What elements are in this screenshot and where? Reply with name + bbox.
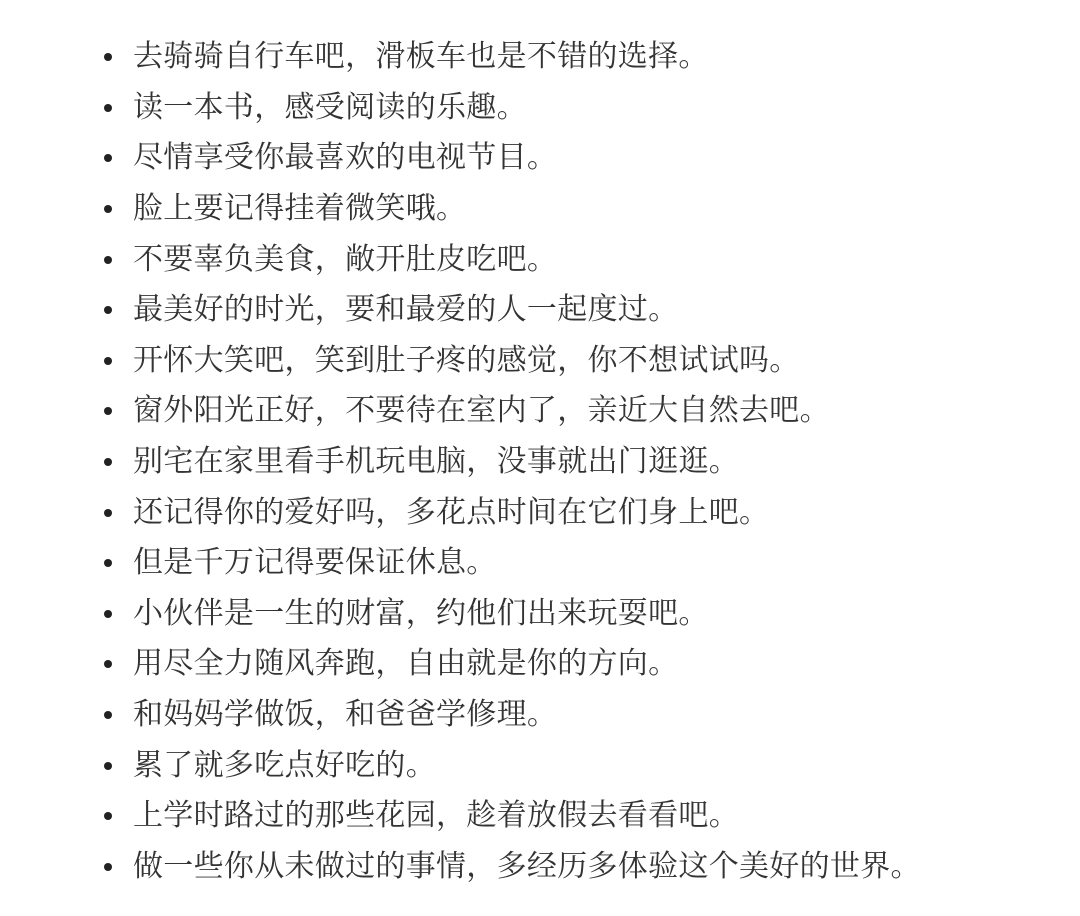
list-item: [104, 791, 1064, 842]
list-item-text: 尽情享受你最喜欢的电视节目。: [133, 140, 558, 176]
bullet-dot-icon: [104, 610, 112, 618]
list-item-text: 窗外阳光正好，不要待在室内了，亲近大自然去吧。: [133, 393, 830, 429]
bullet-dot-icon: [104, 357, 112, 365]
bullet-dot-icon: [104, 660, 112, 668]
list-item-text: 累了就多吃点好吃的。: [133, 747, 436, 783]
list-item: [104, 234, 1064, 285]
bullet-list: [104, 32, 1064, 892]
list-item: [104, 639, 1064, 690]
list-item-text: 读一本书，感受阅读的乐趣。: [133, 89, 527, 125]
list-item: [104, 336, 1064, 387]
bullet-dot-icon: [104, 509, 112, 517]
bullet-dot-icon: [104, 559, 112, 567]
list-item-text: 别宅在家里看手机玩电脑，没事就出门逛逛。: [133, 444, 739, 480]
list-item: [104, 740, 1064, 791]
list-item: [104, 487, 1064, 538]
bullet-dot-icon: [104, 812, 112, 820]
list-item-text: 不要辜负美食，敞开肚皮吃吧。: [133, 241, 558, 277]
list-item-text: 脸上要记得挂着微笑哦。: [133, 191, 467, 227]
list-item: [104, 32, 1064, 83]
bullet-dot-icon: [104, 407, 112, 415]
list-item: [104, 184, 1064, 235]
bullet-dot-icon: [104, 154, 112, 162]
bullet-dot-icon: [104, 711, 112, 719]
bullet-dot-icon: [104, 458, 112, 466]
list-item: [104, 285, 1064, 336]
bullet-dot-icon: [104, 104, 112, 112]
list-item: [104, 83, 1064, 134]
list-item: [104, 437, 1064, 488]
list-item-text: 开怀大笑吧，笑到肚子疼的感觉，你不想试试吗。: [133, 342, 800, 378]
list-item-text: 上学时路过的那些花园，趁着放假去看看吧。: [133, 798, 739, 834]
list-item: [104, 589, 1064, 640]
bullet-dot-icon: [104, 256, 112, 264]
list-item: [104, 690, 1064, 741]
list-item-text: 做一些你从未做过的事情，多经历多体验这个美好的世界。: [133, 848, 921, 884]
list-item-text: 最美好的时光，要和最爱的人一起度过。: [133, 292, 679, 328]
list-item-text: 去骑骑自行车吧，滑板车也是不错的选择。: [133, 39, 709, 75]
bullet-dot-icon: [104, 762, 112, 770]
list-item-text: 但是千万记得要保证休息。: [133, 545, 497, 581]
list-item: [104, 842, 1064, 893]
list-item: [104, 538, 1064, 589]
bullet-dot-icon: [104, 205, 112, 213]
list-item-text: 还记得你的爱好吗，多花点时间在它们身上吧。: [133, 494, 770, 530]
list-item-text: 和妈妈学做饭，和爸爸学修理。: [133, 697, 558, 733]
bullet-dot-icon: [104, 306, 112, 314]
list-item-text: 小伙伴是一生的财富，约他们出来玩耍吧。: [133, 595, 709, 631]
bullet-dot-icon: [104, 863, 112, 871]
list-item-text: 用尽全力随风奔跑，自由就是你的方向。: [133, 646, 679, 682]
bullet-dot-icon: [104, 53, 112, 61]
list-item: [104, 386, 1064, 437]
list-item: [104, 133, 1064, 184]
